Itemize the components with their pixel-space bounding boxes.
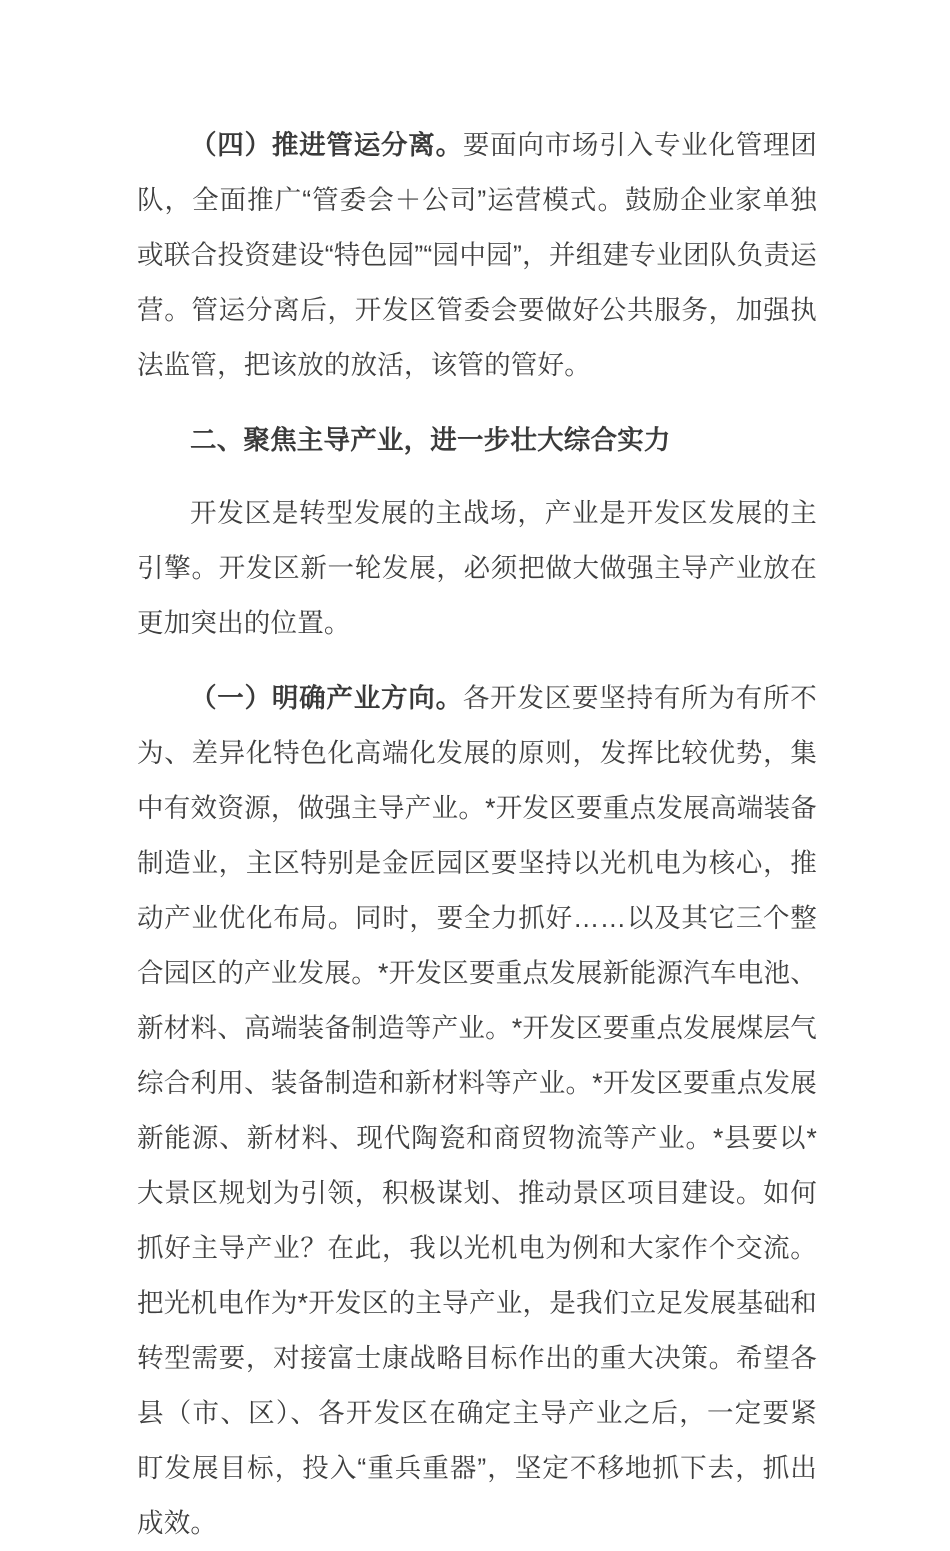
paragraph-lead-label: （一）明确产业方向。	[190, 683, 463, 713]
document-body	[137, 118, 817, 1551]
paragraph-kai-fa-qu-intro	[137, 486, 817, 651]
paragraph-tui-jin-guan-yun-fen-li	[137, 118, 817, 393]
paragraph-text: 要面向市场引入专业化管理团队，全面推广“管委会＋公司”运营模式。鼓励企业家单独或联合投资建设“特色园”“园中园”，并组建专业团队负责运营。管运分离后，开发区管委会要做好公共服务，加强执法监管，把该放的放活，该管的管好。	[137, 130, 817, 380]
paragraph-text: 开发区是转型发展的主战场，产业是开发区发展的主引擎。开发区新一轮发展，必须把做大做强主导产业放在更加突出的位置。	[137, 498, 817, 638]
paragraph-lead-label: （四）推进管运分离。	[190, 130, 463, 160]
paragraph-ming-que-chan-ye-fang-xiang	[137, 671, 817, 1551]
paragraph-text: 各开发区要坚持有所为有所不为、差异化特色化高端化发展的原则，发挥比较优势，集中有效资源，做强主导产业。*开发区要重点发展高端装备制造业，主区特别是金匠园区要坚持以光机电为核心，推动产业优化布局。同时，要全力抓好……以及其它三个整合园区的产业发展。*开发区要重点发展新能源汽车电池、新材料、高端装备制造等产业。*开发区要重点发展煤层气综合利用、装备制造和新材料等产业。*开发区要重点发展新能源、新材料、现代陶瓷和商贸物流等产业。*县要以*大景区规划为引领，积极谋划、推动景区项目建设。如何抓好主导产业？在此，我以光机电为例和大家作个交流。把光机电作为*开发区的主导产业，是我们立足发展基础和转型需要，对接富士康战略目标作出的重大决策。希望各县（市、区）、各开发区在确定主导产业之后，一定要紧盯发展目标，投入“重兵重器”，坚定不移地抓下去，抓出成效。	[137, 683, 817, 1538]
section-heading-two: 二、聚焦主导产业，进一步壮大综合实力	[190, 425, 671, 455]
